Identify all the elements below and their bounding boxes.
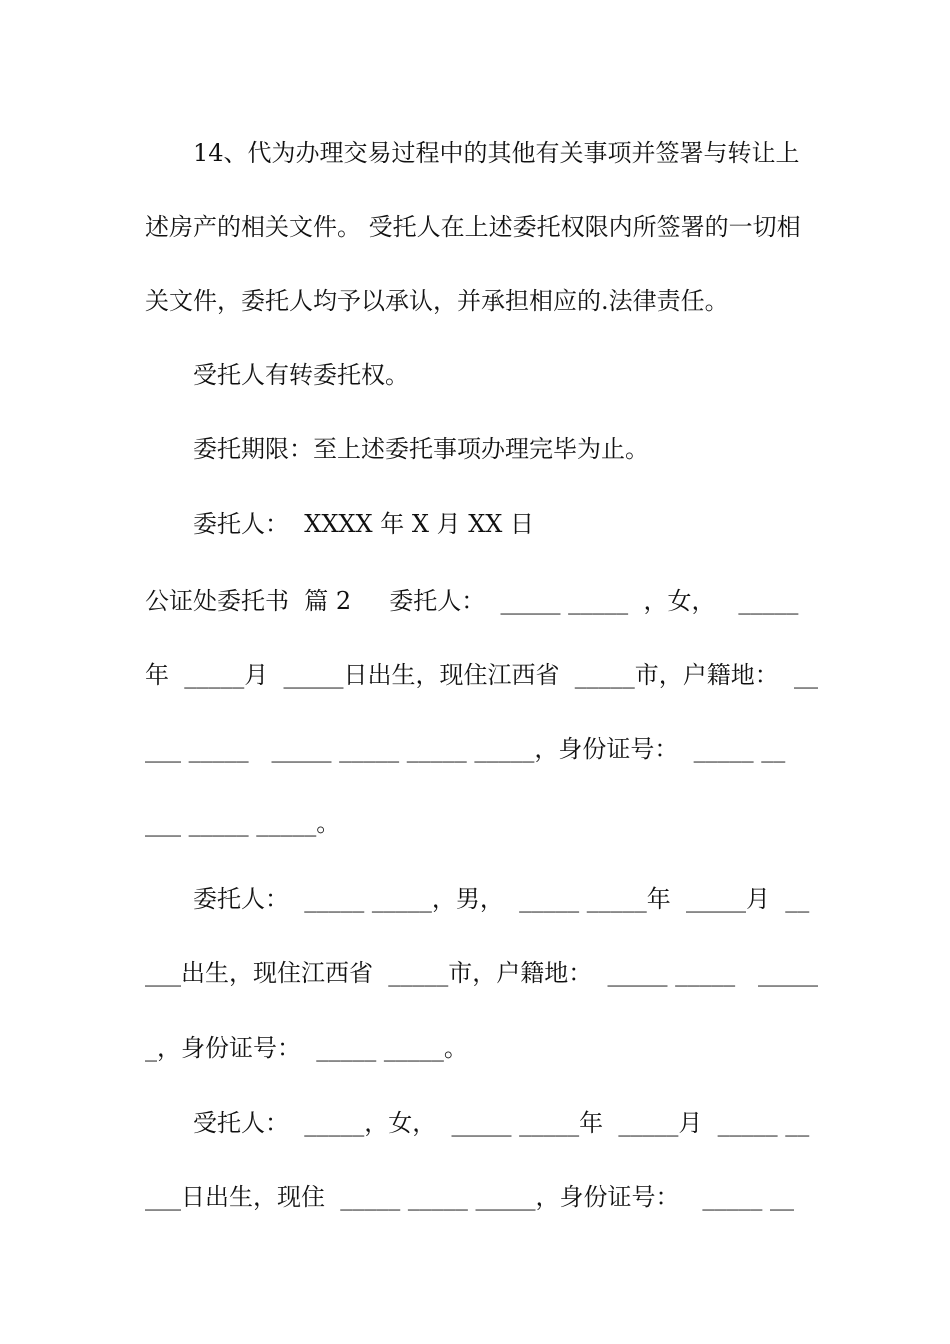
text-line-5: 委托期限：至上述委托事项办理完毕为止。 xyxy=(193,435,649,463)
text-line-4: 受托人有转委托权。 xyxy=(193,361,409,389)
text-line-13: _，身份证号： _____ _____。 xyxy=(145,1034,468,1062)
text-line-15: ___日出生，现住 _____ _____ _____，身份证号： _____ __ xyxy=(145,1183,795,1211)
text-line-10: ___ _____ _____。 xyxy=(145,809,341,837)
text-line-11: 委托人： _____ _____，男， _____ _____年 _____月 __ xyxy=(193,885,810,913)
text-line-12: ___出生，现住江西省 _____市，户籍地： _____ _____ _____ xyxy=(145,959,819,987)
text-line-1: 14、代为办理交易过程中的其他有关事项并签署与转让上 xyxy=(193,139,800,167)
text-line-6: 委托人： XXXX 年 X 月 XX 日 xyxy=(193,510,535,538)
text-line-9: ___ _____ _____ _____ _____ _____，身份证号： _____ __ xyxy=(145,735,786,763)
text-line-14: 受托人： _____，女， _____ _____年 _____月 _____ __ xyxy=(193,1109,810,1137)
text-line-8: 年 _____月 _____日出生，现住江西省 _____市，户籍地： __ xyxy=(145,661,819,689)
text-line-7: 公证处委托书 篇 2 委托人： _____ _____ ，女， _____ xyxy=(145,587,799,615)
text-line-3: 关文件，委托人均予以承认，并承担相应的.法律责任。 xyxy=(145,287,729,315)
text-line-2: 述房产的相关文件。 受托人在上述委托权限内所签署的一切相 xyxy=(145,213,801,241)
